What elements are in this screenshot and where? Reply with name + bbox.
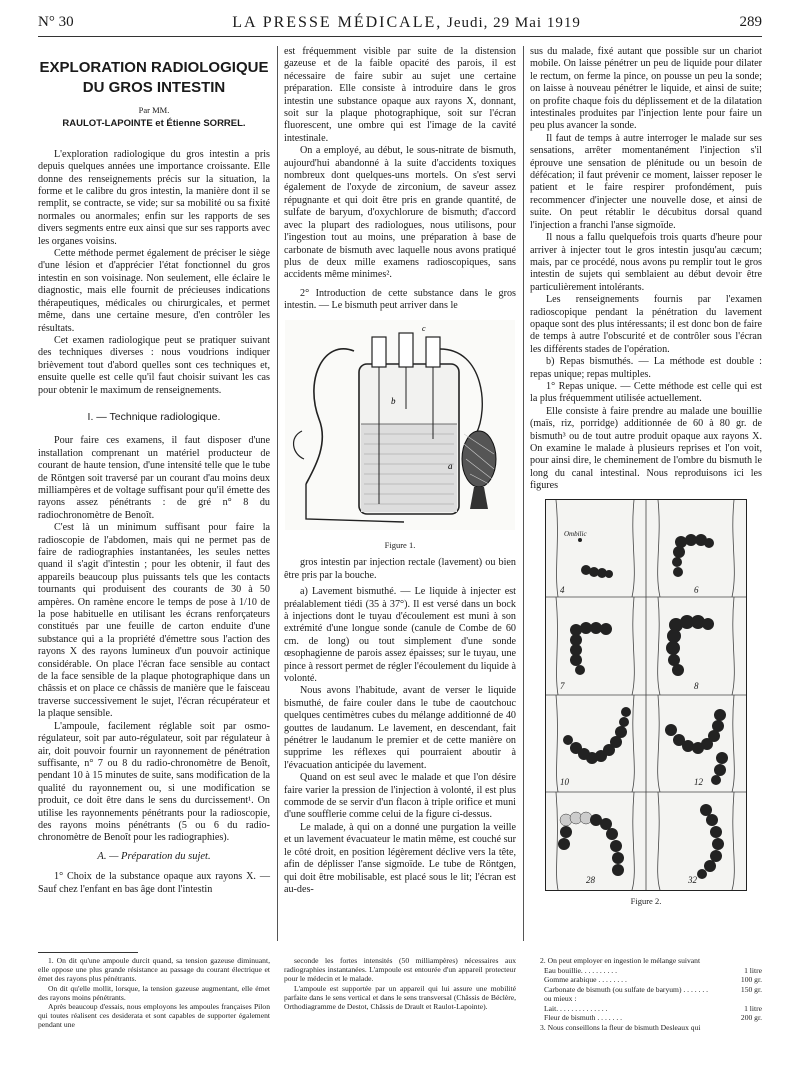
footnote: Après beaucoup d'essais, nous employons les ampoules françaises Pilon qui toutes réalisent ces desiderata et sont capables de supporter également pendant une (38, 1002, 270, 1030)
column-1 (38, 46, 270, 896)
figure-2-label: 28 (586, 874, 595, 885)
paragraph: Cet examen radiologique peut se pratiquer suivant des techniques diverses : nous voudrions indiquer brièvement tout d'abord quelles sont ces techniques et, ensuite quelle est celle qu'il faut choisir suivant les cas pour obtenir le maximum de renseignements. (38, 334, 270, 396)
footnote: On dit qu'elle mollit, lorsque, la tension gazeuse augmentant, elle émet des rayons moins pénétrants. (38, 983, 270, 1002)
footnote: L'ampoule est supportée par un appareil qui lui assure une mobilité parfaite dans le sens vertical et dans le sens transversal (Châssis de Béclère, Orthodiagramme de Destot, Châssis de Drault et Raulot-Lapointe). (284, 983, 516, 1012)
recipe-row (530, 985, 762, 995)
recipe-row (530, 1004, 762, 1014)
column-2 (284, 46, 516, 896)
footnotes-column-2 (284, 956, 516, 1011)
paragraph: Pour faire ces examens, il faut disposer d'une installation comprenant un matériel producteur de courant de haute tension, d'une intensité telle que le tube de Röntgen soit traversé par un courant d'au moins deux milliampères et de voltage suffisant pour qu'il émette des rayons assez pénétrants : de gré n° 8 du radiochronomètre de Benoît. (38, 435, 270, 521)
svg-text:a: a (448, 460, 453, 471)
paragraph: sus du malade, fixé autant que possible sur un chariot mobile. On laisse pénétrer un peu de liquide pour dilater le rectum, on ferme la pince, on pousse un peu la sonde; on laisse à nouveau pénétrer le liquide, et ainsi de suite; on profite chaque fois du déplissement et de la dilatation intestinales produites par l'injection lente pour faire un peu plus avancer la sonde. (530, 46, 762, 132)
figure-1-drawing (284, 319, 516, 531)
svg-text:c: c (422, 323, 426, 333)
recipe-item: Gomme arabique . . . . . . . . (544, 975, 627, 984)
paragraph: b) Repas bismuthés. — La méthode est double : repas unique; repas multiples. (530, 356, 762, 380)
article-title-line-2: DU GROS INTESTIN (82, 79, 226, 96)
paragraph: Il nous a fallu quelquefois trois quarts d'heure pour arriver à injecter tout le gros intestin jusqu'au cæcum; mais, par ce procédé, nous avons pu remplir tout le gros intestin de sujets qui semblaient au début devoir être particulièrement intolérants. (530, 232, 762, 293)
journal-name: LA PRESSE MÉDICALE, (232, 14, 443, 31)
authors: RAULOT-LAPOINTE et Étienne SORREL. (62, 118, 246, 130)
column-3 (530, 46, 762, 913)
paragraph: Cette méthode permet également de préciser le siège d'une lésion et d'apprécier l'état fonctionnel du gros intestin en son voisinage. Non seulement, elle éclaire le diagnostic, mais elle fournit de précieuses indications thérapeutiques, médicales ou chirurgicales, et permet même, dans une certaine mesure, d'en contrôler les résultats. (38, 248, 270, 334)
recipe-row (530, 994, 762, 1004)
recipe-item: Eau bouillie. . . . . . . . . . (544, 965, 617, 975)
paragraph: 1° Repas unique. — Cette méthode est celle qui est la plus fréquemment utilisée actuellement. (530, 380, 762, 405)
figure-2-label: Ombilic (564, 529, 587, 538)
paragraph: Quand on est seul avec le malade et que l'on désire faire varier la pression de l'injection à volonté, il est plus commode de se servir d'un flacon à triple orifice et muni d'une soufflerie comme celui de la figure ci-dessus. (284, 772, 516, 821)
svg-text:b: b (391, 395, 396, 406)
figure-2-caption: Figure 2. (630, 895, 662, 906)
article-title-line-1: EXPLORATION RADIOLOGIQUE (39, 59, 269, 76)
figure-2-label: 7 (560, 680, 565, 691)
figure-1-caption: Figure 1. (384, 539, 416, 550)
paragraph: est fréquemment visible par suite de la distension gazeuse et de la faible opacité des parois, il est nécessaire de faire subir au sujet une certaine préparation. Elle consiste à introduire dans le gros intestin une substance opaque aux rayons X, donnant, soit sur la plaque photographique, soit sur l'écran fluorescent, une ombre qui est l'image de la cavité intestinale. (284, 46, 516, 144)
recipe-row (530, 975, 762, 985)
paragraph: Elle consiste à faire prendre au malade une bouillie (maïs, riz, porridge) additionnée de 60 à 80 gr. de bismuth³ ou de tout autre produit opaque aux rayons X. On examine le malade à plusieurs reprises et l'on voit, pour ainsi dire, le cheminement de l'ombre du bismuth le long du canal intestinal. Nous reproduisons ici les figures (530, 405, 762, 492)
paragraph: On a employé, au début, le sous-nitrate de bismuth, aujourd'hui abandonné à la suite d'accidents toxiques nombreux dont quelques-uns mortels. On s'est servi également de l'oxyde de zirconium, de saveur assez répugnante et qui doit être pris en grande quantité, de sulfate de baryum, d'oxychlorure de bismuth; d'accord avec la plupart des radiologues, nous utilisons, pour l'ingestion tout au moins, une préparation à base de carbonate de bismuth avec laquelle nous avons pratiqué plus de deux mille examens radioscopiques, sans accidents même minimes². (284, 145, 516, 281)
figure-2-radiographs (545, 499, 747, 891)
figure-2-label: 4 (560, 584, 565, 595)
footnote-rule (38, 952, 138, 953)
column-rule (277, 46, 278, 941)
section-heading: I. — Technique radiologique. (87, 410, 221, 423)
issue-date: Jeudi, 29 Mai 1919 (447, 15, 581, 31)
figure-2-drawing (546, 500, 746, 890)
recipe-item: Lait. . . . . . . . . . . . . . (544, 1003, 608, 1013)
recipe-qty: 200 gr. (740, 1013, 762, 1022)
recipe-item: ou mieux : (544, 994, 577, 1003)
footnotes-column-1 (38, 956, 270, 1030)
figure-2-label: 32 (688, 874, 697, 885)
article-title (38, 58, 270, 98)
footnotes-column-3 (530, 956, 762, 1032)
recipe-qty: 1 litre (744, 1003, 762, 1013)
byline-prefix: Par MM. (138, 105, 170, 115)
page-number: 289 (739, 14, 762, 30)
paragraph: a) Lavement bismuthé. — Le liquide à injecter est préalablement tiédi (35 à 37°). Il est versé dans un bock à injections dont le tuyau d'écoulement est muni à son extrémité d'une longue sonde (canule de Combe de 60 cm. de long) ou tout simplement d'une sonde œsophagienne de parois assez épaisses; sur le tuyau, une pince à ressort permet de régler l'écoulement du liquide à volonté. (284, 586, 516, 684)
paragraph: 2° Introduction de cette substance dans le gros intestin. — Le bismuth peut arriver dans le (284, 287, 516, 312)
figure-1-irrigation-apparatus (284, 319, 516, 552)
footnote: seconde les fortes intensités (50 milliampères) nécessaires aux radiographies instantanées. L'ampoule est entourée d'un appareil protecteur pour le médecin et le malade. (284, 956, 516, 984)
recipe-item: Fleur de bismuth . . . . . . . (544, 1013, 623, 1022)
recipe-qty: 150 gr. (740, 984, 762, 994)
paragraph: L'ampoule, facilement réglable soit par osmo-régulateur, soit par auto-régulateur, soit par régulateur à air, doit pouvoir fournir un rayonnement de pénétration suffisante, n° 7 ou 8 du radio-chronomètre de Benoît, pendant 10 à 15 minutes de suite, sans modification de la qualité du rayonnement ou, si une modification se produit, ce doit être dans le sens du durcissement¹. On utilise les rayonnements pénétrants pour la radioscopie, des rayons moins pénétrants (5 ou 6 du radio-chronomètre de Benoît pour les radiographies). (38, 720, 270, 844)
figure-2-label: 10 (560, 776, 569, 787)
paragraph: L'exploration radiologique du gros intestin a pris depuis quelques années une importance croissante. Elle donne des renseignements précis sur la situation, la forme et le calibre du gros intestin, la manière dont il se remplit, se contracte, se vide; sur sa mobilité ou sa fixité normales ou anormales; enfin sur les rapports de ses divers segments entre eux ainsi que sur ses rapports avec les organes voisins. (38, 148, 270, 247)
column-rule (523, 46, 524, 941)
figure-2-label: 8 (694, 680, 699, 691)
footnote: 1. On dit qu'une ampoule durcit quand, sa tension gazeuse diminuant, elle oppose une plus grande résistance au passage du courant électrique et émet des rayons plus pénétrants. (38, 956, 270, 984)
recipe-item: Carbonate de bismuth (ou sulfate de baryum) . . . . . . . (544, 984, 709, 994)
subsection-heading: A. — Préparation du sujet. (97, 850, 211, 862)
issue-number: N° 30 (38, 14, 74, 30)
journal-title (232, 14, 581, 32)
recipe-row (530, 966, 762, 976)
paragraph: Nous avons l'habitude, avant de verser le liquide bismuthé, de faire couler dans le tube de caoutchouc quelques centimètres cubes du mélange additionné de 40 gouttes de laudanum. Le lavement, en descendant, fait pénétrer le laudanum le premier et de cette manière on supprime les réflexes qui pourraient aboutir à l'évacuation anticipée du lavement. (284, 685, 516, 771)
paragraph: Le malade, à qui on a donné une purgation la veille et un lavement évacuateur le matin même, est couché sur le côté droit, en position légèrement déclive vers la tête, afin de déplisser l'anse sigmoïde. Le tube de Röntgen, qui doit être mobilisable, est placé sous le lit; l'écran est au-des- (284, 821, 516, 895)
paragraph: 1° Choix de la substance opaque aux rayons X. — Sauf chez l'enfant en bas âge dont l'intestin (38, 871, 270, 895)
footnote: 3. Nous conseillons la fleur de bismuth Desleaux qui (540, 1022, 701, 1032)
recipe-qty: 1 litre (744, 965, 762, 975)
recipe-qty: 100 gr. (740, 975, 762, 984)
footnote: 2. On peut employer en ingestion le mélange suivant (540, 956, 701, 965)
paragraph: Il faut de temps à autre interroger le malade sur ses sensations, arrêter momentanément l'injection s'il éprouve une sensation de plénitude ou un besoin de défécation; il faut prévenir ce moment, laisser reposer le patient et le faire respirer profondément, puis recommencer d'injecter une nouvelle dose, et ainsi de suite. On peut rétablir le décubitus dorsal quand l'injection a franchi l'anse sigmoïde. (530, 132, 762, 231)
recipe-row (530, 1013, 762, 1023)
paragraph: Les renseignements fournis par l'examen radioscopique pendant la pénétration du lavement opaque sont des plus intéressants; il est donc bon de faire de temps à autre l'obscurité et de contrôler sous l'écran les différents stades de l'opération. (530, 294, 762, 355)
figure-2-label: 6 (694, 584, 699, 595)
running-header (38, 14, 762, 37)
paragraph: C'est là un minimum suffisant pour faire la radioscopie de l'abdomen, mais qui ne permet pas de faire de radiographies instantanées, les seules nettes quand il s'agit d'intestin ; pour les obtenir, il faut des appareils beaucoup plus puissants tels que les contacts tournants qui produisent des courants de 30 à 50 ampères. On ramène encore le temps de pose à 1/10 de la pose habituelle en utilisant les écrans renforçateurs constitués par une feuille de carton enduite d'une substance qui a la propriété d'émettre sous l'action des rayons X des rayons lumineux d'un pouvoir actinique considérable. On place l'écran face sensible au contact de la face sensible de la plaque photographique dans un châssis et on place ce châssis de manière que le faisceau traverse successivement le sujet, l'écran récupérateur et la plaque sensible. (38, 522, 270, 720)
figure-2-label: 12 (694, 776, 703, 787)
paragraph: gros intestin par injection rectale (lavement) ou bien être pris par la bouche. (284, 557, 516, 581)
